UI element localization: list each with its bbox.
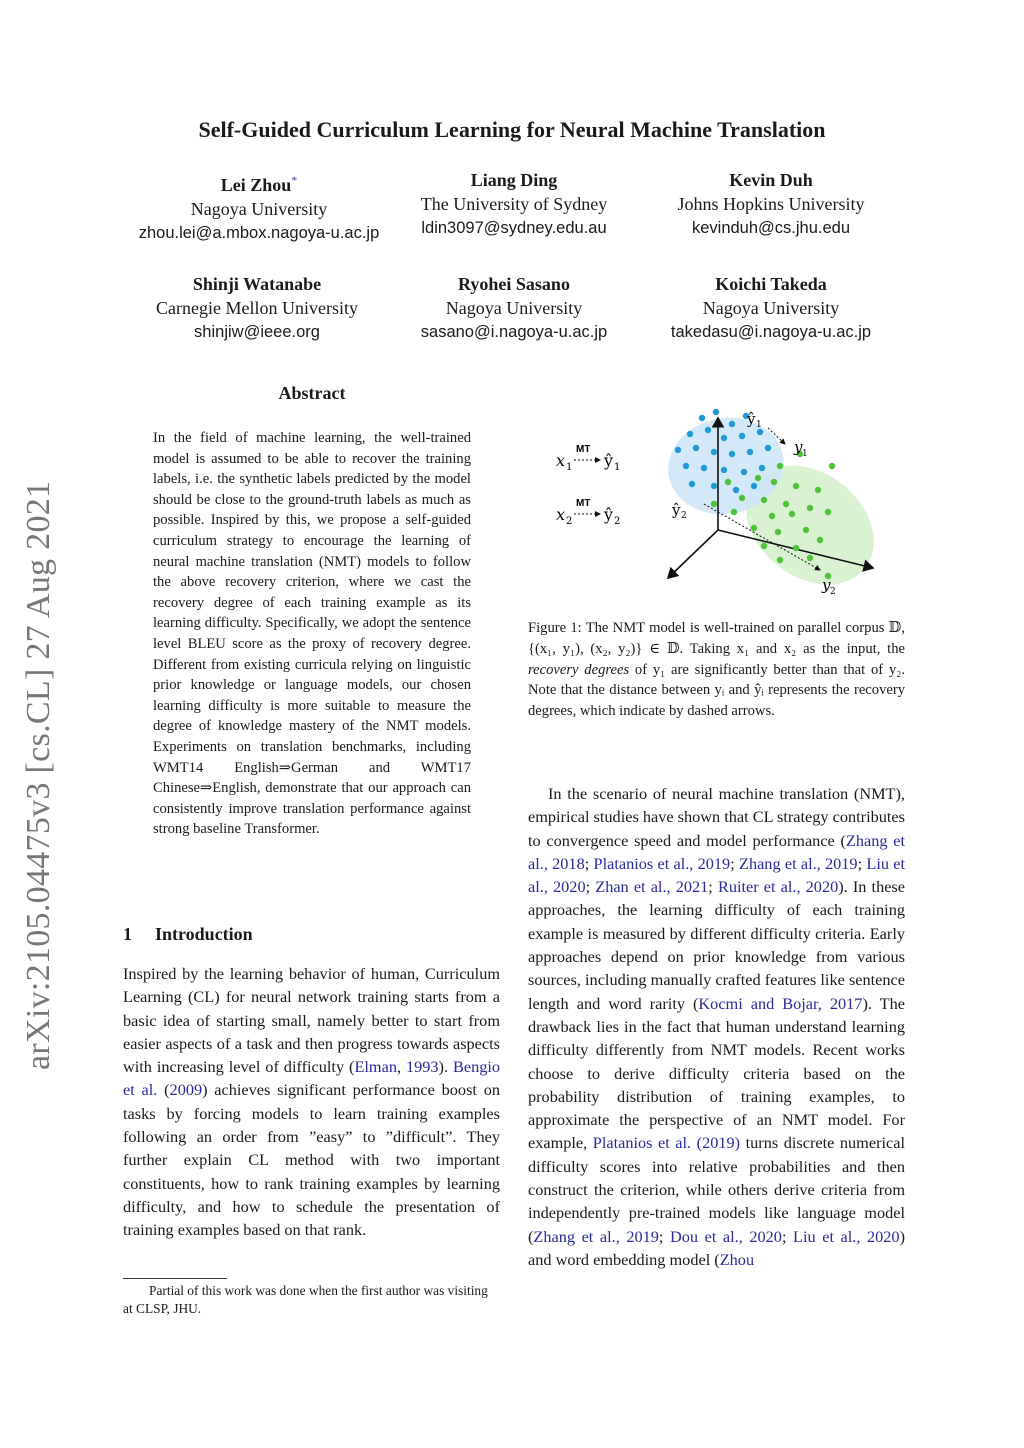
- y1-point-label: y: [794, 438, 803, 456]
- x2-label: x: [556, 505, 566, 524]
- author-email: sasano@i.nagoya-u.ac.jp: [420, 323, 608, 341]
- arxiv-identifier: arXiv:2105.04475v3 [cs.CL] 27 Aug 2021: [20, 480, 57, 1070]
- figure-caption: Figure 1: The NMT model is well-trained on parallel corpus 𝔻, {(x₁, y₁), (x₂, y₂)} ∈ 𝔻. Taking x₁ and x₂ as the input, the recovery degrees of y₁ are significantly better than that of y₂. Note that the distance between yᵢ and ŷᵢ represents the recovery degrees, which indicate by dashed arrows.: [528, 620, 905, 720]
- author-email: shinjiw@ieee.org: [194, 323, 320, 341]
- intro-paragraph-left: Inspired by the learning behavior of human, Curriculum Learning (CL) for neural network training starts from a basic idea of starting small, namely better to start from easier aspects of a task and then progress towards aspects with increasing level of difficulty (Elman, 1993). Bengio et al. (2009) achieves significant performance boost on tasks by forcing models to learn training examples following an order from ”easy” to ”difficult”. They further explain CL method with two important constituents, how to rank training examples by learning difficulty, and how to schedule the presentation of training examples based on that rank.: [123, 964, 501, 1240]
- figure-1: [528, 400, 908, 605]
- citation-link[interactable]: 2009: [169, 1080, 203, 1100]
- yhat2-point-label: ŷ: [672, 501, 681, 519]
- author-block: [621, 168, 921, 240]
- citation-link[interactable]: Bengio et al.: [123, 1057, 501, 1100]
- x2-subscript: 2: [566, 516, 573, 527]
- y1-point-subscript: 1: [802, 449, 808, 459]
- citation-link[interactable]: Liu et al., 2020: [528, 853, 905, 897]
- author-affiliation: Johns Hopkins University: [677, 194, 865, 214]
- citation-link[interactable]: Platanios et al., 2019: [593, 853, 731, 873]
- yhat2-label: ŷ: [604, 505, 614, 524]
- abstract-heading: Abstract: [278, 383, 346, 403]
- author-name: Liang Ding: [470, 170, 558, 190]
- author-email: ldin3097@sydney.edu.au: [421, 219, 607, 237]
- yhat2-subscript: 2: [614, 516, 621, 527]
- y2-point-subscript: 2: [830, 587, 836, 597]
- yhat1-label: ŷ: [604, 451, 614, 470]
- intro-paragraph-right: In the scenario of neural machine translation (NMT), empirical studies have shown that CL strategy contributes to convergence speed and model performance (Zhang et al., 2018; Platanios et al., 2019; Zhang et al., 2019; Liu et al., 2020; Zhan et al., 2021; Ruiter et al., 2020). In these approaches, the learning difficulty of each training example is measured by different difficulty criteria. Early approaches depend on prior knowledge from various sources, including manually crafted features like sentence length and word rarity (Kocmi and Bojar, 2017). The drawback lies in the fact that human understand learning difficulty differently from NMT models. Recent works choose to derive difficulty criteria based on the probability distribution of training examples, to approximate the perspective of an NMT model. For example, Platanios et al. (2019) turns discrete numerical difficulty scores into relative probabilities and then construct the criterion, while others derive criteria from independently pre-trained models like language model (Zhang et al., 2019; Dou et al., 2020; Liu et al., 2020) and word embedding model (Zhou: [528, 784, 905, 1269]
- author-name: Shinji Watanabe: [192, 274, 322, 294]
- citation-link[interactable]: Kocmi and Bojar, 2017: [698, 993, 863, 1013]
- author-block: [364, 168, 664, 240]
- section-heading: [123, 924, 253, 945]
- author-block: [364, 272, 664, 344]
- mt-label: MT: [576, 498, 591, 509]
- author-email: takedasu@i.nagoya-u.ac.jp: [670, 323, 872, 341]
- author-email: kevinduh@cs.jhu.edu: [691, 219, 850, 237]
- citation-link[interactable]: Ruiter et al., 2020: [717, 877, 839, 897]
- author-affiliation: Nagoya University: [702, 298, 840, 318]
- citation-link[interactable]: Zhan et al., 2021: [595, 877, 709, 897]
- section-title: Introduction: [155, 924, 253, 944]
- author-affiliation: Nagoya University: [190, 199, 328, 219]
- yhat2-point-subscript: 2: [681, 511, 687, 521]
- citation-link[interactable]: Liu et al., 2020: [793, 1226, 900, 1246]
- y2-point-label: y: [822, 576, 831, 594]
- author-affiliation: Nagoya University: [445, 298, 583, 318]
- author-block: [107, 272, 407, 344]
- author-name: Lei Zhou*: [220, 173, 298, 195]
- citation-link[interactable]: Dou et al., 2020: [670, 1226, 782, 1246]
- mt-label: MT: [576, 444, 591, 455]
- section-number: 1: [123, 924, 132, 944]
- paper-title: Self-Guided Curriculum Learning for Neural Machine Translation: [198, 117, 826, 142]
- yhat1-point-label: ŷ: [747, 410, 756, 428]
- footnote-rule: [123, 1278, 227, 1279]
- citation-link[interactable]: Zhou: [719, 1249, 755, 1269]
- author-name: Koichi Takeda: [715, 274, 827, 294]
- x1-subscript: 1: [566, 462, 573, 473]
- yhat1-subscript: 1: [614, 462, 621, 473]
- citation-link[interactable]: 1993: [405, 1057, 439, 1077]
- author-email: zhou.lei@a.mbox.nagoya-u.ac.jp: [138, 224, 380, 242]
- x1-label: x: [556, 451, 566, 470]
- yhat1-point-subscript: 1: [756, 420, 762, 430]
- citation-link[interactable]: Zhang et al., 2019: [533, 1226, 659, 1246]
- footnote: Partial of this work was done when the first author was visiting at CLSP, JHU.: [123, 1283, 488, 1316]
- author-name: Kevin Duh: [729, 170, 813, 190]
- author-name: Ryohei Sasano: [458, 274, 570, 294]
- citation-link[interactable]: Zhang et al., 2018: [528, 830, 905, 873]
- author-affiliation: Carnegie Mellon University: [156, 298, 358, 318]
- abstract-text: In the field of machine learning, the well-trained model is assumed to be able to recover the training labels, i.e. the synthetic labels predicted by the model should be close to the ground-truth labels as much as possible. Inspired by this, we propose a self-guided curriculum strategy to encourage the learning of neural machine translation (NMT) models to follow the above recovery criterion, where we cast the recovery degree of each training example as its learning difficulty. Specifically, we adopt the sentence level BLEU score as the proxy of recovery degree. Different from existing curricula relying on linguistic prior knowledge or language models, our chosen learning difficulty is more suitable to measure the degree of knowledge mastery of the NMT models. Experiments on translation benchmarks, including WMT14 English⇒German and WMT17 Chinese⇒English, demonstrate that our approach can consistently improve translation performance against strong baseline Transformer.: [153, 430, 471, 838]
- citation-link[interactable]: Platanios et al. (2019): [592, 1133, 741, 1153]
- axis-left: [668, 530, 718, 578]
- citation-link[interactable]: Elman: [354, 1057, 397, 1077]
- citation-link[interactable]: Zhang et al., 2019: [739, 853, 858, 873]
- author-affiliation: The University of Sydney: [420, 194, 608, 214]
- author-block: [621, 272, 921, 344]
- footnote-marker[interactable]: *: [291, 173, 298, 187]
